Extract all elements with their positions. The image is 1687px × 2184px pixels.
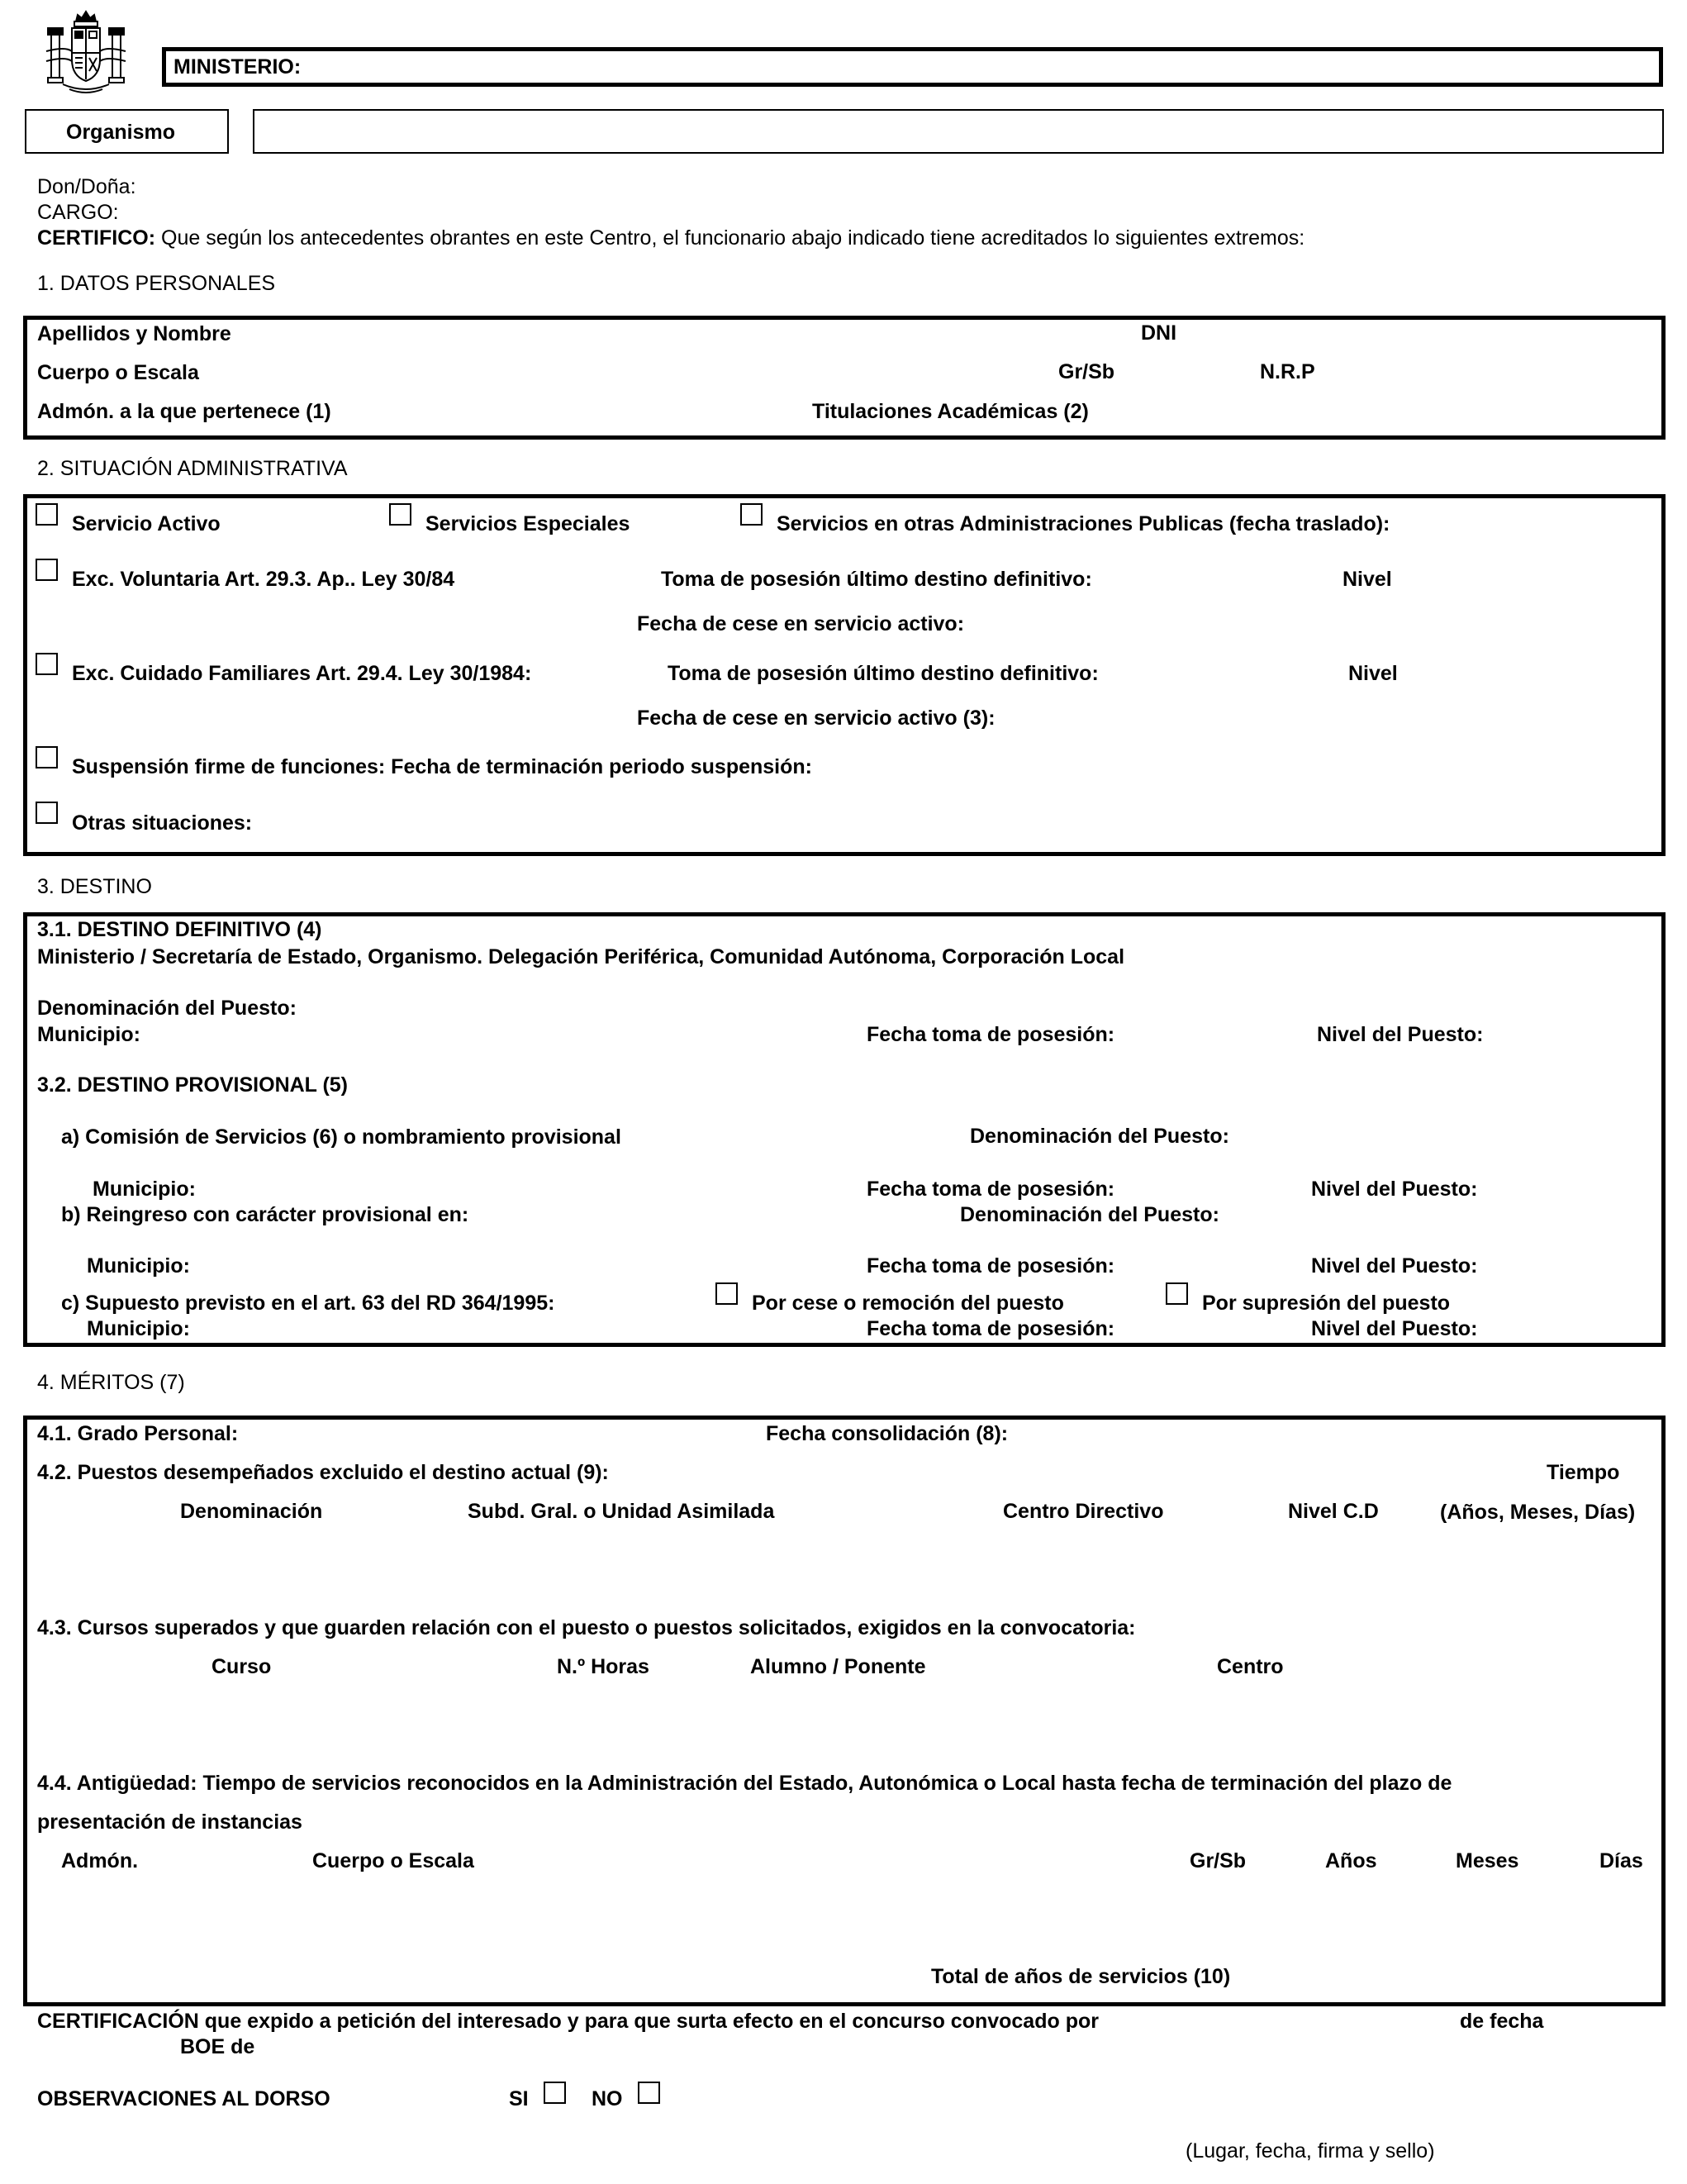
lugar-fecha-firma-sello: (Lugar, fecha, firma y sello) [1186,2139,1435,2163]
ministerio-field[interactable] [162,47,1663,87]
grado-personal-label: 4.1. Grado Personal: [37,1422,239,1445]
suspension-checkbox[interactable] [36,746,58,768]
tiempo-label: Tiempo [1547,1461,1620,1484]
b-denominacion-label: Denominación del Puesto: [960,1203,1219,1226]
c-nivel-label: Nivel del Puesto: [1311,1317,1478,1340]
c-municipio-label: Municipio: [87,1317,190,1340]
col-centro-directivo: Centro Directivo [1003,1500,1164,1523]
por-cese-label: Por cese o remoción del puesto [752,1292,1064,1315]
no-checkbox[interactable] [638,2082,660,2104]
certificacion-text: CERTIFICACIÓN que expido a petición del interesado y para que surta efecto en el concurso convocado por [37,2010,1099,2033]
coat-of-arms-emblem [45,10,127,96]
ministerio-label: MINISTERIO: [173,55,302,79]
por-cese-checkbox[interactable] [715,1282,738,1305]
cursos-label: 4.3. Cursos superados y que guarden relación con el puesto o puestos solicitados, exigidos en la convocatoria: [37,1616,1136,1639]
municipio-label: Municipio: [37,1023,140,1046]
por-supresion-checkbox[interactable] [1166,1282,1188,1305]
certifico-text: Que según los antecedentes obrantes en este Centro, el funcionario abajo indicado tiene acreditados lo siguientes extremos: [155,226,1305,250]
destino-definitivo-subtitle: Ministerio / Secretaría de Estado, Organismo. Delegación Periférica, Comunidad Autónoma, Corporación Local [37,945,1125,968]
col-admon: Admón. [61,1849,139,1872]
col-cuerpo-escala: Cuerpo o Escala [312,1849,474,1872]
col-dias: Días [1599,1849,1643,1872]
exc-cuidado-label: Exc. Cuidado Familiares Art. 29.4. Ley 30/1984: [72,662,532,685]
cargo-label: CARGO: [37,201,119,224]
exc-voluntaria-checkbox[interactable] [36,559,58,581]
b-fecha-toma-label: Fecha toma de posesión: [867,1254,1115,1278]
servicio-activo-label: Servicio Activo [72,512,221,535]
section-1-title: 1. DATOS PERSONALES [37,272,276,295]
si-label: SI [509,2087,529,2110]
a-nivel-label: Nivel del Puesto: [1311,1178,1478,1201]
exc-voluntaria-label: Exc. Voluntaria Art. 29.3. Ap.. Ley 30/84 [72,568,455,591]
antiguedad-label-line1: 4.4. Antigüedad: Tiempo de servicios reconocidos en la Administración del Estado, Autonómica o Local hasta fecha de terminación del plazo de [37,1772,1452,1795]
denominacion-puesto-label: Denominación del Puesto: [37,997,297,1020]
col-curso: Curso [211,1655,272,1678]
observaciones-label: OBSERVACIONES AL DORSO [37,2087,330,2110]
grsb-label: Gr/Sb [1058,360,1115,383]
cuerpo-label: Cuerpo o Escala [37,361,199,384]
col-horas: N.º Horas [557,1655,649,1678]
organismo-field[interactable] [253,109,1664,154]
nivel-puesto-label: Nivel del Puesto: [1317,1023,1484,1046]
supuesto-art63-label: c) Supuesto previsto en el art. 63 del RD 364/1995: [61,1292,555,1315]
fecha-consolidacion-label: Fecha consolidación (8): [766,1422,1009,1445]
toma-posesion-label-2: Toma de posesión último destino definitivo: [668,662,1099,685]
nivel-label-1: Nivel [1342,568,1392,591]
b-nivel-label: Nivel del Puesto: [1311,1254,1478,1278]
don-dona-label: Don/Doña: [37,175,136,198]
c-fecha-toma-label: Fecha toma de posesión: [867,1317,1115,1340]
col-alumno-ponente: Alumno / Ponente [750,1655,926,1678]
puestos-desempenados-label: 4.2. Puestos desempeñados excluido el destino actual (9): [37,1461,609,1484]
section-4-title: 4. MÉRITOS (7) [37,1371,185,1394]
a-denominacion-label: Denominación del Puesto: [970,1125,1229,1148]
col-anios: Años [1325,1849,1377,1872]
section-2-title: 2. SITUACIÓN ADMINISTRATIVA [37,457,348,480]
a-fecha-toma-label: Fecha toma de posesión: [867,1178,1115,1201]
col-anos-meses-dias: (Años, Meses, Días) [1440,1501,1636,1524]
servicios-especiales-label: Servicios Especiales [425,512,630,535]
exc-cuidado-checkbox[interactable] [36,653,58,675]
col-centro: Centro [1217,1655,1284,1678]
por-supresion-label: Por supresión del puesto [1202,1292,1451,1315]
reingreso-label: b) Reingreso con carácter provisional en: [61,1203,469,1226]
fecha-cese-label-2: Fecha de cese en servicio activo (3): [637,707,996,730]
col-nivel-cd: Nivel C.D [1288,1500,1379,1523]
destino-provisional-title: 3.2. DESTINO PROVISIONAL (5) [37,1073,349,1097]
antiguedad-label-line2: presentación de instancias [37,1810,302,1834]
dni-label: DNI [1141,321,1177,345]
certifico-label: CERTIFICO: [37,226,156,250]
b-municipio-label: Municipio: [87,1254,190,1278]
a-municipio-label: Municipio: [93,1178,196,1201]
suspension-label: Suspensión firme de funciones: Fecha de terminación periodo suspensión: [72,755,812,778]
apellidos-label: Apellidos y Nombre [37,322,231,345]
col-denominacion: Denominación [180,1500,323,1523]
certifico-statement [37,226,1304,250]
col-subd-gral: Subd. Gral. o Unidad Asimilada [468,1500,775,1523]
section-3-title: 3. DESTINO [37,875,152,898]
no-label: NO [592,2087,623,2110]
col-grsb: Gr/Sb [1190,1849,1247,1872]
fecha-toma-label: Fecha toma de posesión: [867,1023,1115,1046]
admon-label: Admón. a la que pertenece (1) [37,400,331,423]
otras-administraciones-label: Servicios en otras Administraciones Publicas (fecha traslado): [777,512,1390,535]
nivel-label-2: Nivel [1348,662,1398,685]
total-anos-servicios-label: Total de años de servicios (10) [931,1965,1231,1988]
servicio-activo-checkbox[interactable] [36,503,58,526]
col-meses: Meses [1456,1849,1519,1872]
organismo-label: Organismo [66,121,175,144]
boe-label: BOE de [180,2035,255,2058]
otras-administraciones-checkbox[interactable] [740,503,763,526]
si-checkbox[interactable] [544,2082,566,2104]
servicios-especiales-checkbox[interactable] [389,503,411,526]
toma-posesion-label-1: Toma de posesión último destino definitivo: [661,568,1092,591]
nrp-label: N.R.P [1260,360,1315,383]
titulaciones-label: Titulaciones Académicas (2) [812,400,1089,423]
destino-definitivo-title: 3.1. DESTINO DEFINITIVO (4) [37,918,322,941]
fecha-cese-label-1: Fecha de cese en servicio activo: [637,612,965,635]
otras-situaciones-label: Otras situaciones: [72,811,253,835]
otras-situaciones-checkbox[interactable] [36,802,58,824]
de-fecha-label: de fecha [1460,2010,1544,2033]
comision-servicios-label: a) Comisión de Servicios (6) o nombramiento provisional [61,1125,621,1149]
